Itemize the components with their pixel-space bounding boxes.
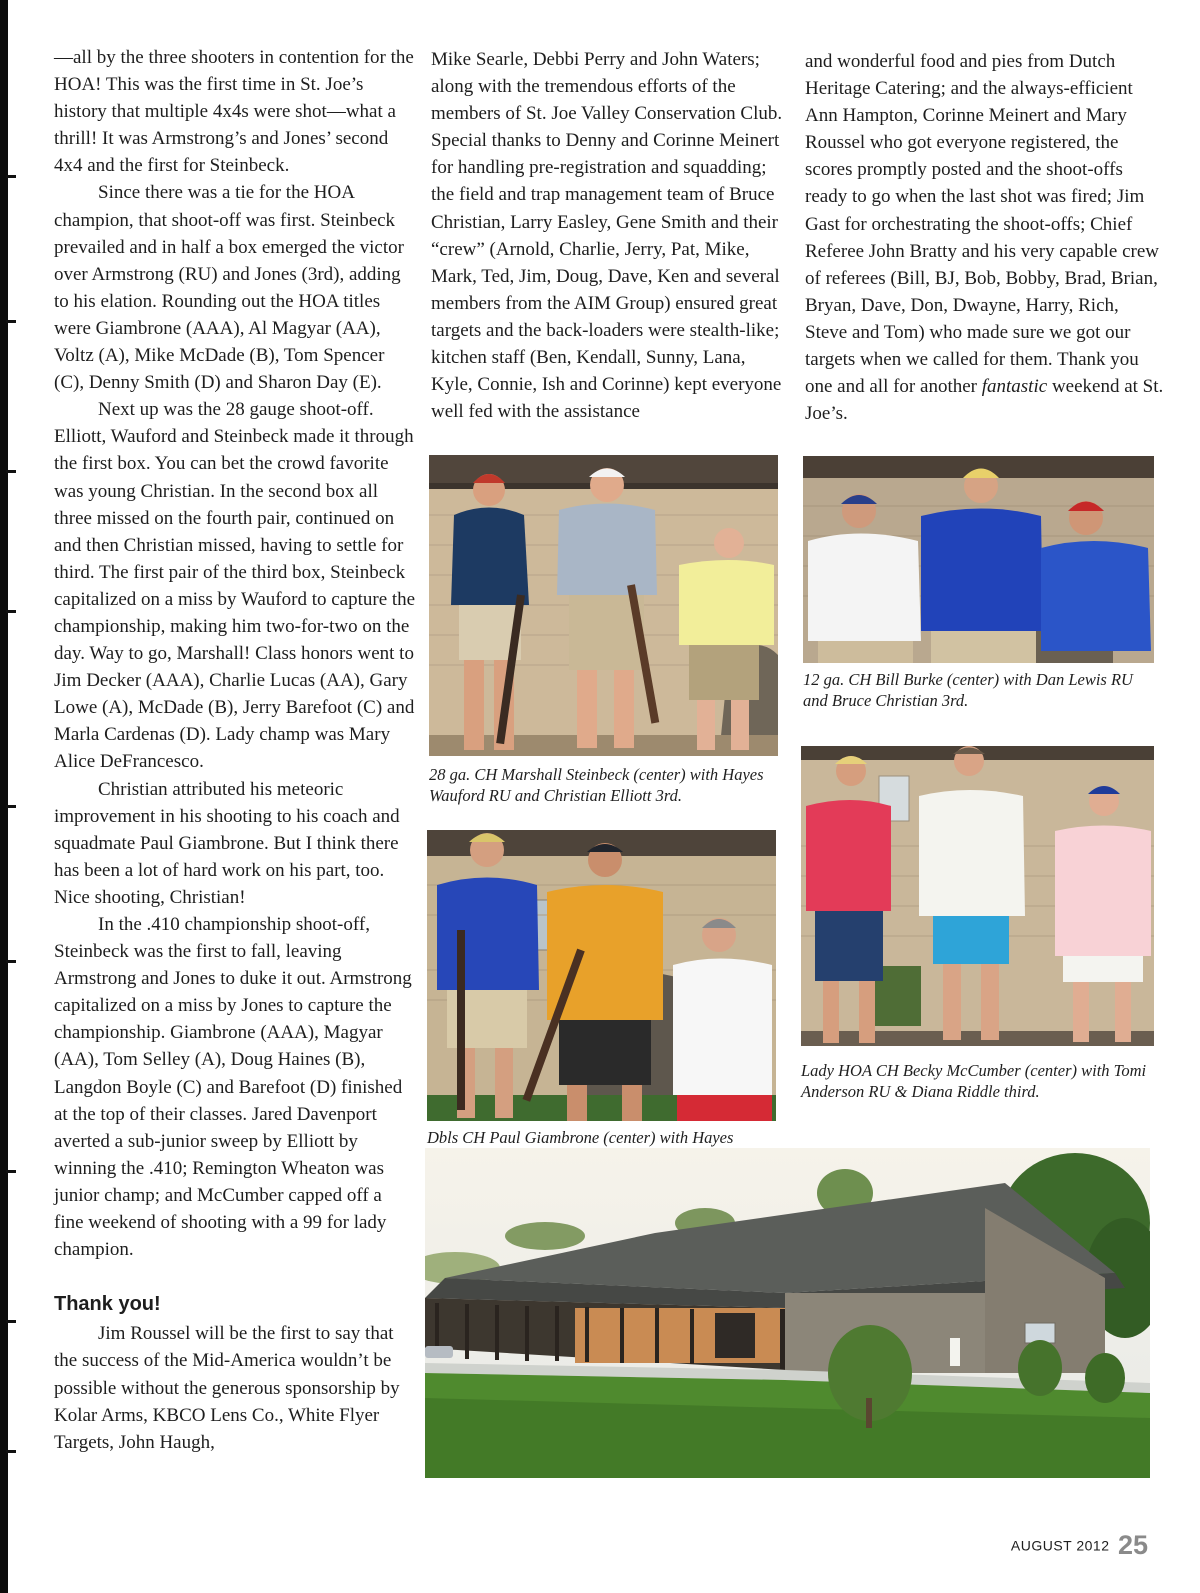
- photo-12ga-champions: [803, 456, 1154, 663]
- article-column-3: [805, 48, 1165, 427]
- emphasis: fantastic: [981, 376, 1048, 398]
- text-run: and wonderful food and pies from Dutch Heritage Catering; and the always-efficient Ann Hampton, Corinne Meinert and Mary Roussel who got everyone registered, the scores promptly posted and the shoot-offs ready to go when the last shot was fired; Jim Gast for orchestrating the shoot-offs; Chief Referee John Bratty and his very capable crew of referees (Bill, BJ, Bob, Bobby, Brad, Brian, Bryan, Dave, Don, Dwayne, Harry, Rich, Steve and Tom) who made sure we got our targets when we called for them. Thank you one and all for another: [805, 51, 1159, 398]
- paragraph: [805, 48, 1165, 427]
- page-footer: [1011, 1530, 1148, 1561]
- edge-mark: [6, 470, 16, 473]
- paragraph: Next up was the 28 gauge shoot-off. Elliott, Wauford and Steinbeck made it through the first box. You can bet the crowd favorite was young Christian. In the second box all three missed on the fourth pair, continued on and then Christian missed, having to settle for third. The first pair of the third box, Steinbeck capitalized on a miss by Wauford to capture the championship, making him two-for-two on the day. Way to go, Marshall! Class honors went to Jim Decker (AAA), Charlie Lucas (AA), Gary Lowe (A), McDade (B), Jerry Barefoot (C) and Marla Cardenas (D). Lady champ was Mary Alice DeFrancesco.: [54, 399, 416, 773]
- paragraph: Since there was a tie for the HOA champion, that shoot-off was first. Steinbeck prevailed and in half a box emerged the victor over Armstrong (RU) and Jones (3rd), adding to his elation. Rounding out the HOA titles were Giambrone (AAA), Al Magyar (AA), Voltz (A), Mike McDade (B), Tom Spencer (C), Denny Smith (D) and Sharon Day (E).: [54, 182, 404, 394]
- binding-edge: [0, 0, 8, 1593]
- text-run: weekend at St. Joe’s.: [805, 376, 1164, 425]
- edge-mark: [6, 175, 16, 178]
- paragraph: Mike Searle, Debbi Perry and John Waters; along with the tremendous efforts of the members of St. Joe Valley Conservation Club. Special thanks to Denny and Corinne Meinert for handling pre-registration and squadding; the field and trap management team of Bruce Christian, Larry Easley, Gene Smith and their “crew” (Arnold, Charlie, Jerry, Pat, Mike, Mark, Ted, Jim, Doug, Dave, Ken and several members from the AIM Group) ensured great targets and the back-loaders were stealth-like; kitchen staff (Ben, Kendall, Sunny, Lana, Kyle, Connie, Ish and Corinne) kept everyone well fed with the assistance: [431, 49, 783, 423]
- edge-mark: [6, 960, 16, 963]
- photo-lady-hoa-champions: [801, 746, 1154, 1046]
- edge-mark: [6, 805, 16, 808]
- page-number: 25: [1117, 1530, 1148, 1560]
- issue-date: AUGUST 2012: [1010, 1537, 1110, 1554]
- article-column-2: [431, 46, 786, 425]
- edge-mark: [6, 1450, 16, 1453]
- paragraph: —all by the three shooters in contention for the HOA! This was the first time in St. Joe’s history that multiple 4x4s were shot—what a thrill! It was Armstrong’s and Jones’ second 4x4 and the first for Steinbeck.: [54, 47, 414, 177]
- edge-mark: [6, 1320, 16, 1323]
- photo-caption: Dbls CH Paul Giambrone (center) with Hayes: [427, 1128, 734, 1147]
- photo-caption: 12 ga. CH Bill Burke (center) with Dan Lewis RU and Bruce Christian 3rd.: [803, 670, 1133, 710]
- edge-mark: [6, 1170, 16, 1173]
- photo-28ga-champions: [429, 455, 778, 756]
- photo-caption: 28 ga. CH Marshall Steinbeck (center) with Hayes Wauford RU and Christian Elliott 3rd.: [429, 765, 764, 805]
- photo-caption: Lady HOA CH Becky McCumber (center) with Tomi Anderson RU & Diana Riddle third.: [801, 1061, 1147, 1101]
- edge-mark: [6, 320, 16, 323]
- paragraph: Jim Roussel will be the first to say that the success of the Mid-America wouldn’t be possible without the generous sponsorship by Kolar Arms, KBCO Lens Co., White Flyer Targets, John Haugh,: [54, 1323, 400, 1453]
- edge-mark: [6, 610, 16, 613]
- paragraph: Christian attributed his meteoric improvement in his shooting to his coach and squadmate Paul Giambrone. But I think there has been a lot of hard work on his part, too. Nice shooting, Christian!: [54, 778, 400, 908]
- section-heading: Thank you!: [54, 1293, 161, 1316]
- paragraph: In the .410 championship shoot-off, Steinbeck was the first to fall, leaving Armstrong and Jones to duke it out. Armstrong capitalized on a miss by Jones to capture the championship. Giambrone (AAA), Magyar (AA), Tom Selley (A), Doug Haines (B), Langdon Boyle (C) and Barefoot (D) finished at the top of their classes. Jared Davenport averted a sub-junior sweep by Elliott by winning the .410; Remington Wheaton was junior champ; and McCumber capped off a fine weekend of shooting with a 99 for lady champion.: [54, 914, 412, 1261]
- photo-clubhouse: [425, 1148, 1150, 1478]
- photo-doubles-champions: [427, 830, 776, 1121]
- article-column-1: [54, 44, 416, 1456]
